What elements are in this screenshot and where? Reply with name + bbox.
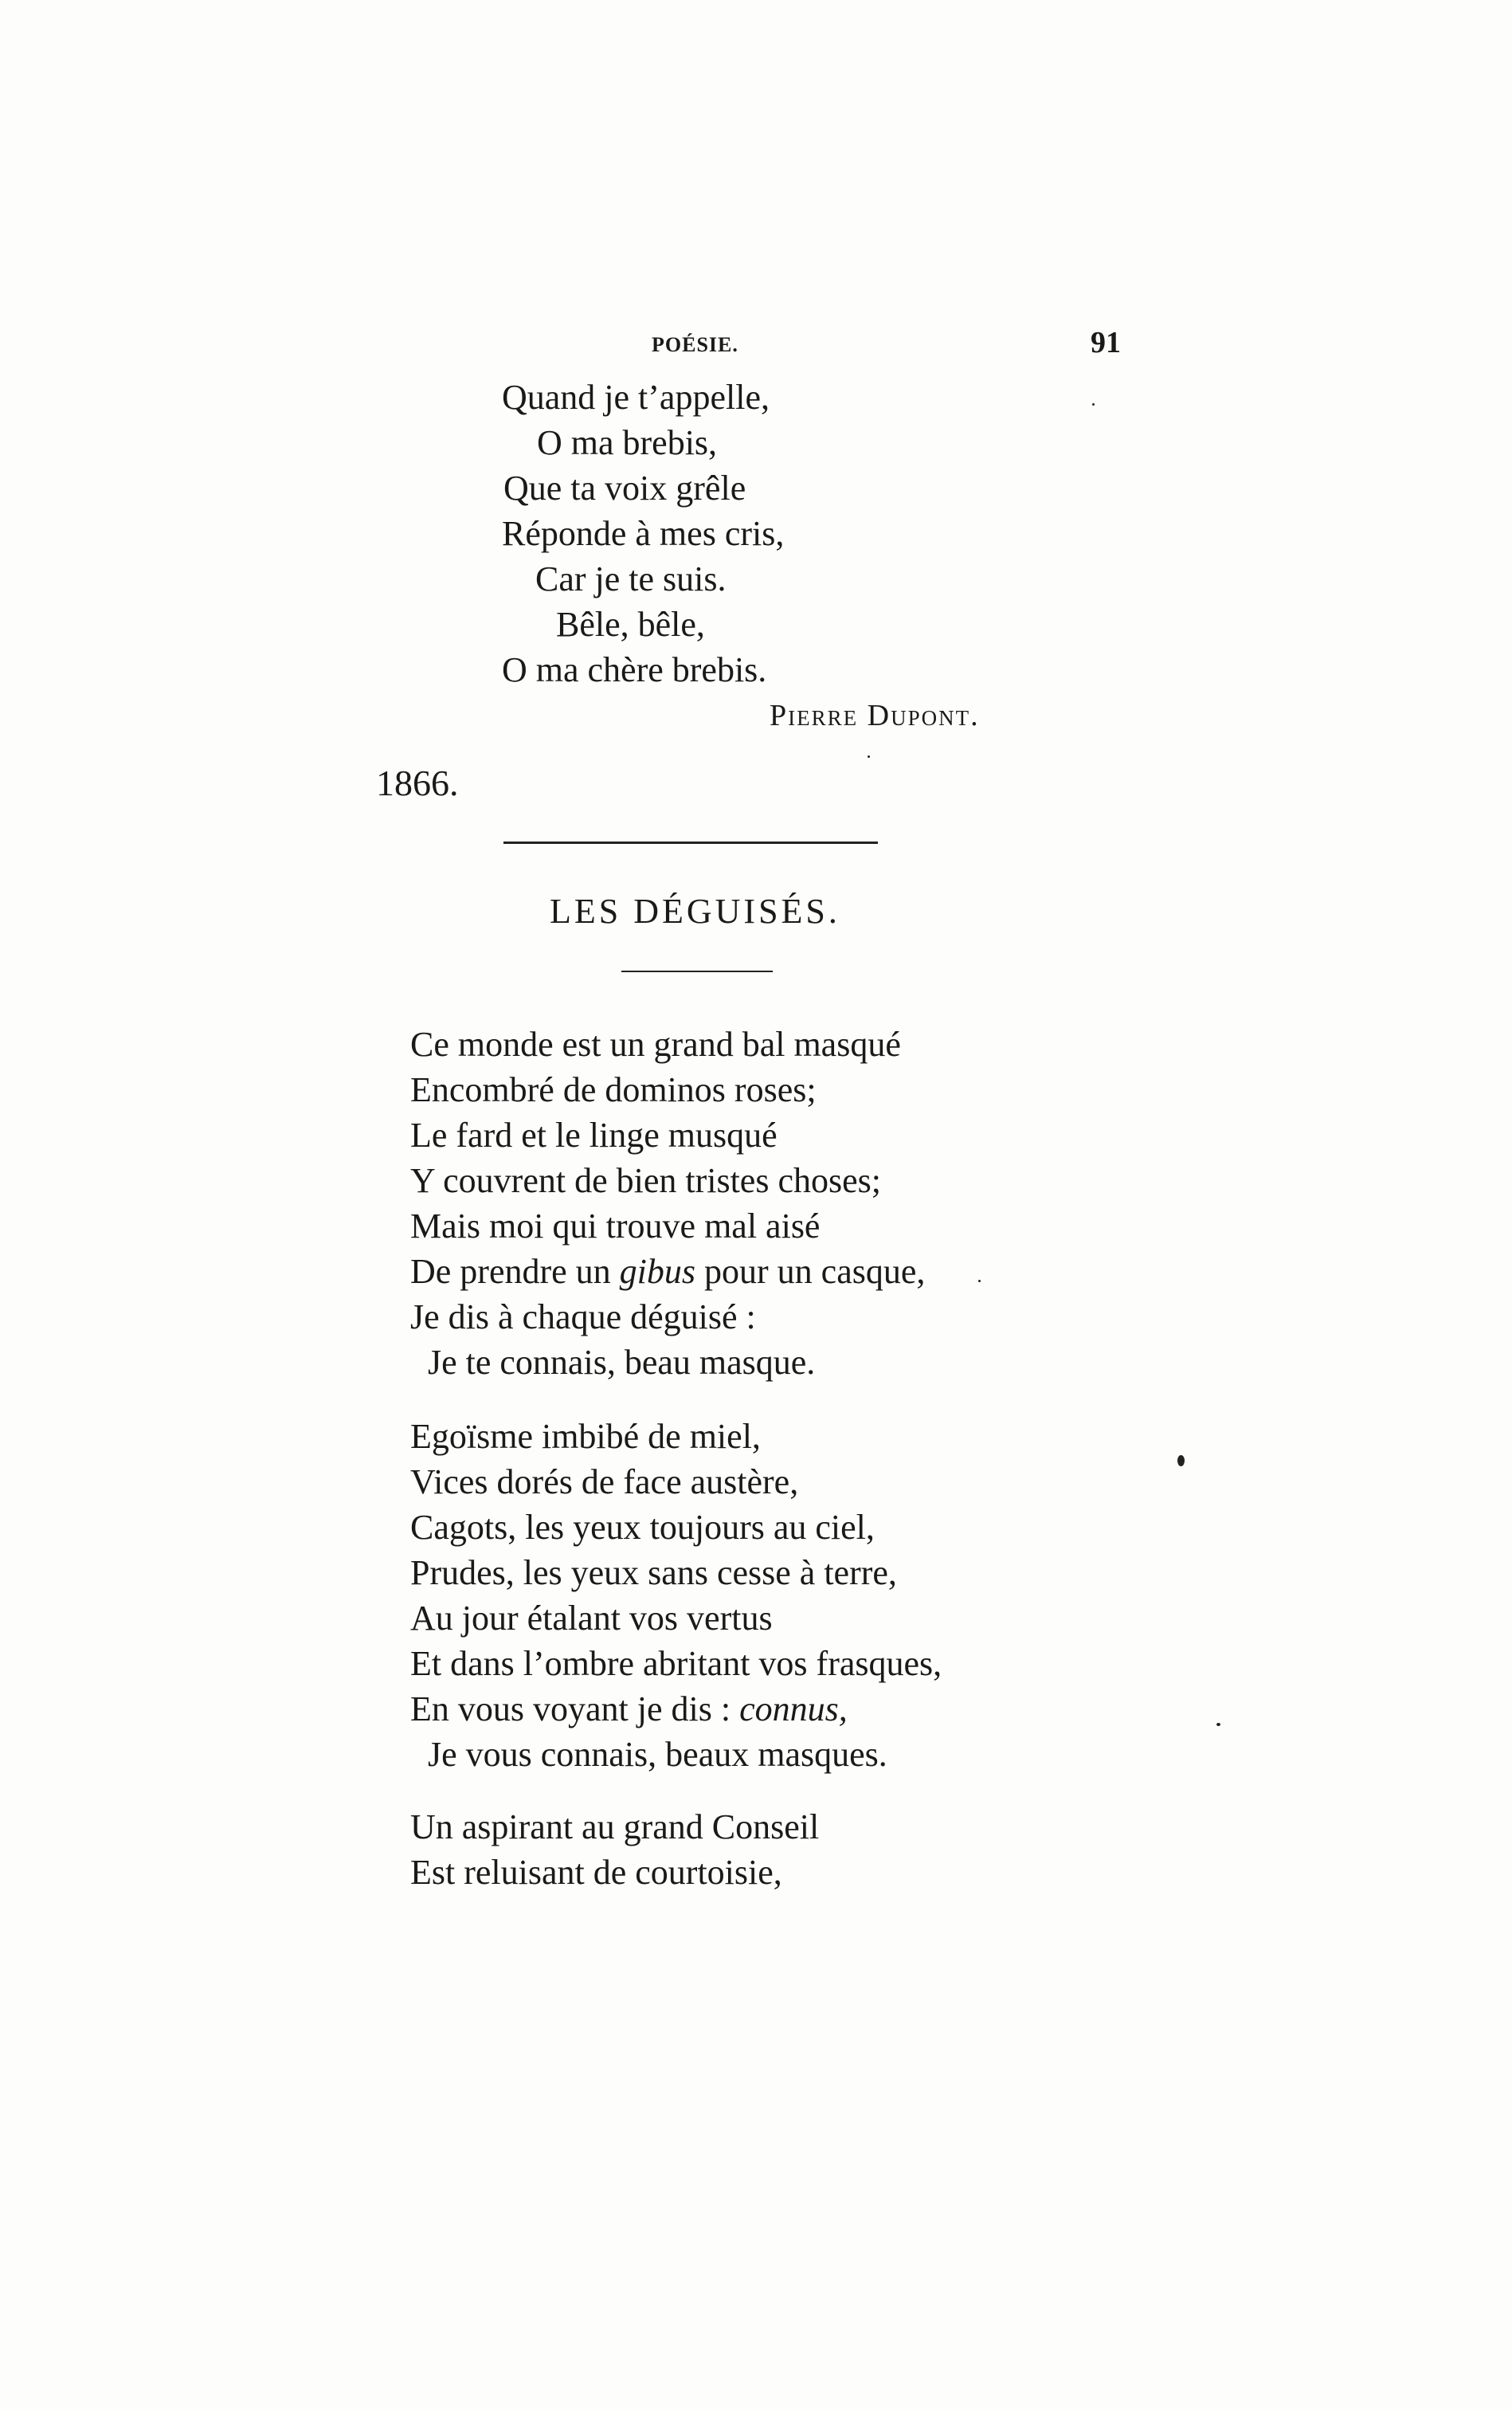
author-signature: Pierre Dupont. (770, 699, 980, 732)
ink-speck (1216, 1723, 1220, 1726)
verse-text: En vous voyant je dis : (410, 1689, 740, 1728)
verse-line: Cagots, les yeux toujours au ciel, (410, 1508, 875, 1547)
poem-stanza-2 (410, 1414, 942, 1777)
verse-line: Et dans l’ombre abritant vos frasques, (410, 1644, 942, 1683)
verse-line: Car je te suis. (535, 559, 727, 598)
verse-line: Mais moi qui trouve mal aisé (410, 1206, 821, 1246)
verse-line: Au jour étalant vos vertus (410, 1599, 773, 1638)
verse-line: O ma chère brebis. (502, 650, 767, 689)
verse-line: Y couvrent de bien tristes choses; (410, 1161, 881, 1200)
ink-speck (868, 755, 870, 758)
poem-title: LES DÉGUISÉS. (550, 892, 840, 931)
verse-line: Que ta voix grêle (503, 469, 746, 508)
verse-line: Egoïsme imbibé de miel, (410, 1417, 761, 1456)
verse-text: pour un casque, (695, 1252, 926, 1291)
verse-line: Un aspirant au grand Conseil (410, 1807, 820, 1846)
verse-text: De prendre un (410, 1252, 620, 1291)
italic-word: connus, (739, 1689, 848, 1728)
verse-line (410, 1249, 925, 1294)
italic-word: gibus (619, 1252, 696, 1291)
verse-line (410, 1686, 942, 1732)
running-head: POÉSIE. (652, 333, 738, 356)
verse-line: O ma brebis, (537, 423, 718, 462)
verse-line: Ce monde est un grand bal masqué (410, 1025, 901, 1064)
section-divider (503, 842, 878, 844)
ink-speck (1177, 1455, 1185, 1466)
verse-line: Est reluisant de courtoisie, (410, 1853, 782, 1892)
title-underline (621, 971, 773, 972)
ink-speck (1092, 403, 1095, 406)
ink-speck (978, 1280, 981, 1282)
page-number: 91 (1091, 326, 1121, 359)
verse-line: Je dis à chaque déguisé : (410, 1297, 756, 1336)
poem-stanza-3 (410, 1804, 819, 1895)
previous-poem-stanza (502, 375, 784, 692)
verse-line: Réponde à mes cris, (502, 514, 785, 553)
verse-line: Encombré de dominos roses; (410, 1070, 817, 1109)
poem-stanza-1 (410, 1022, 925, 1385)
verse-refrain: Je vous connais, beaux masques. (428, 1735, 887, 1774)
verse-line: Vices dorés de face austère, (410, 1462, 799, 1501)
verse-line: Bêle, bêle, (556, 605, 705, 644)
verse-line: Prudes, les yeux sans cesse à terre, (410, 1553, 897, 1592)
verse-line: Quand je t’appelle, (502, 378, 770, 417)
date-line: 1866. (376, 763, 459, 803)
verse-line: Le fard et le linge musqué (410, 1116, 778, 1155)
verse-refrain: Je te connais, beau masque. (428, 1343, 816, 1382)
